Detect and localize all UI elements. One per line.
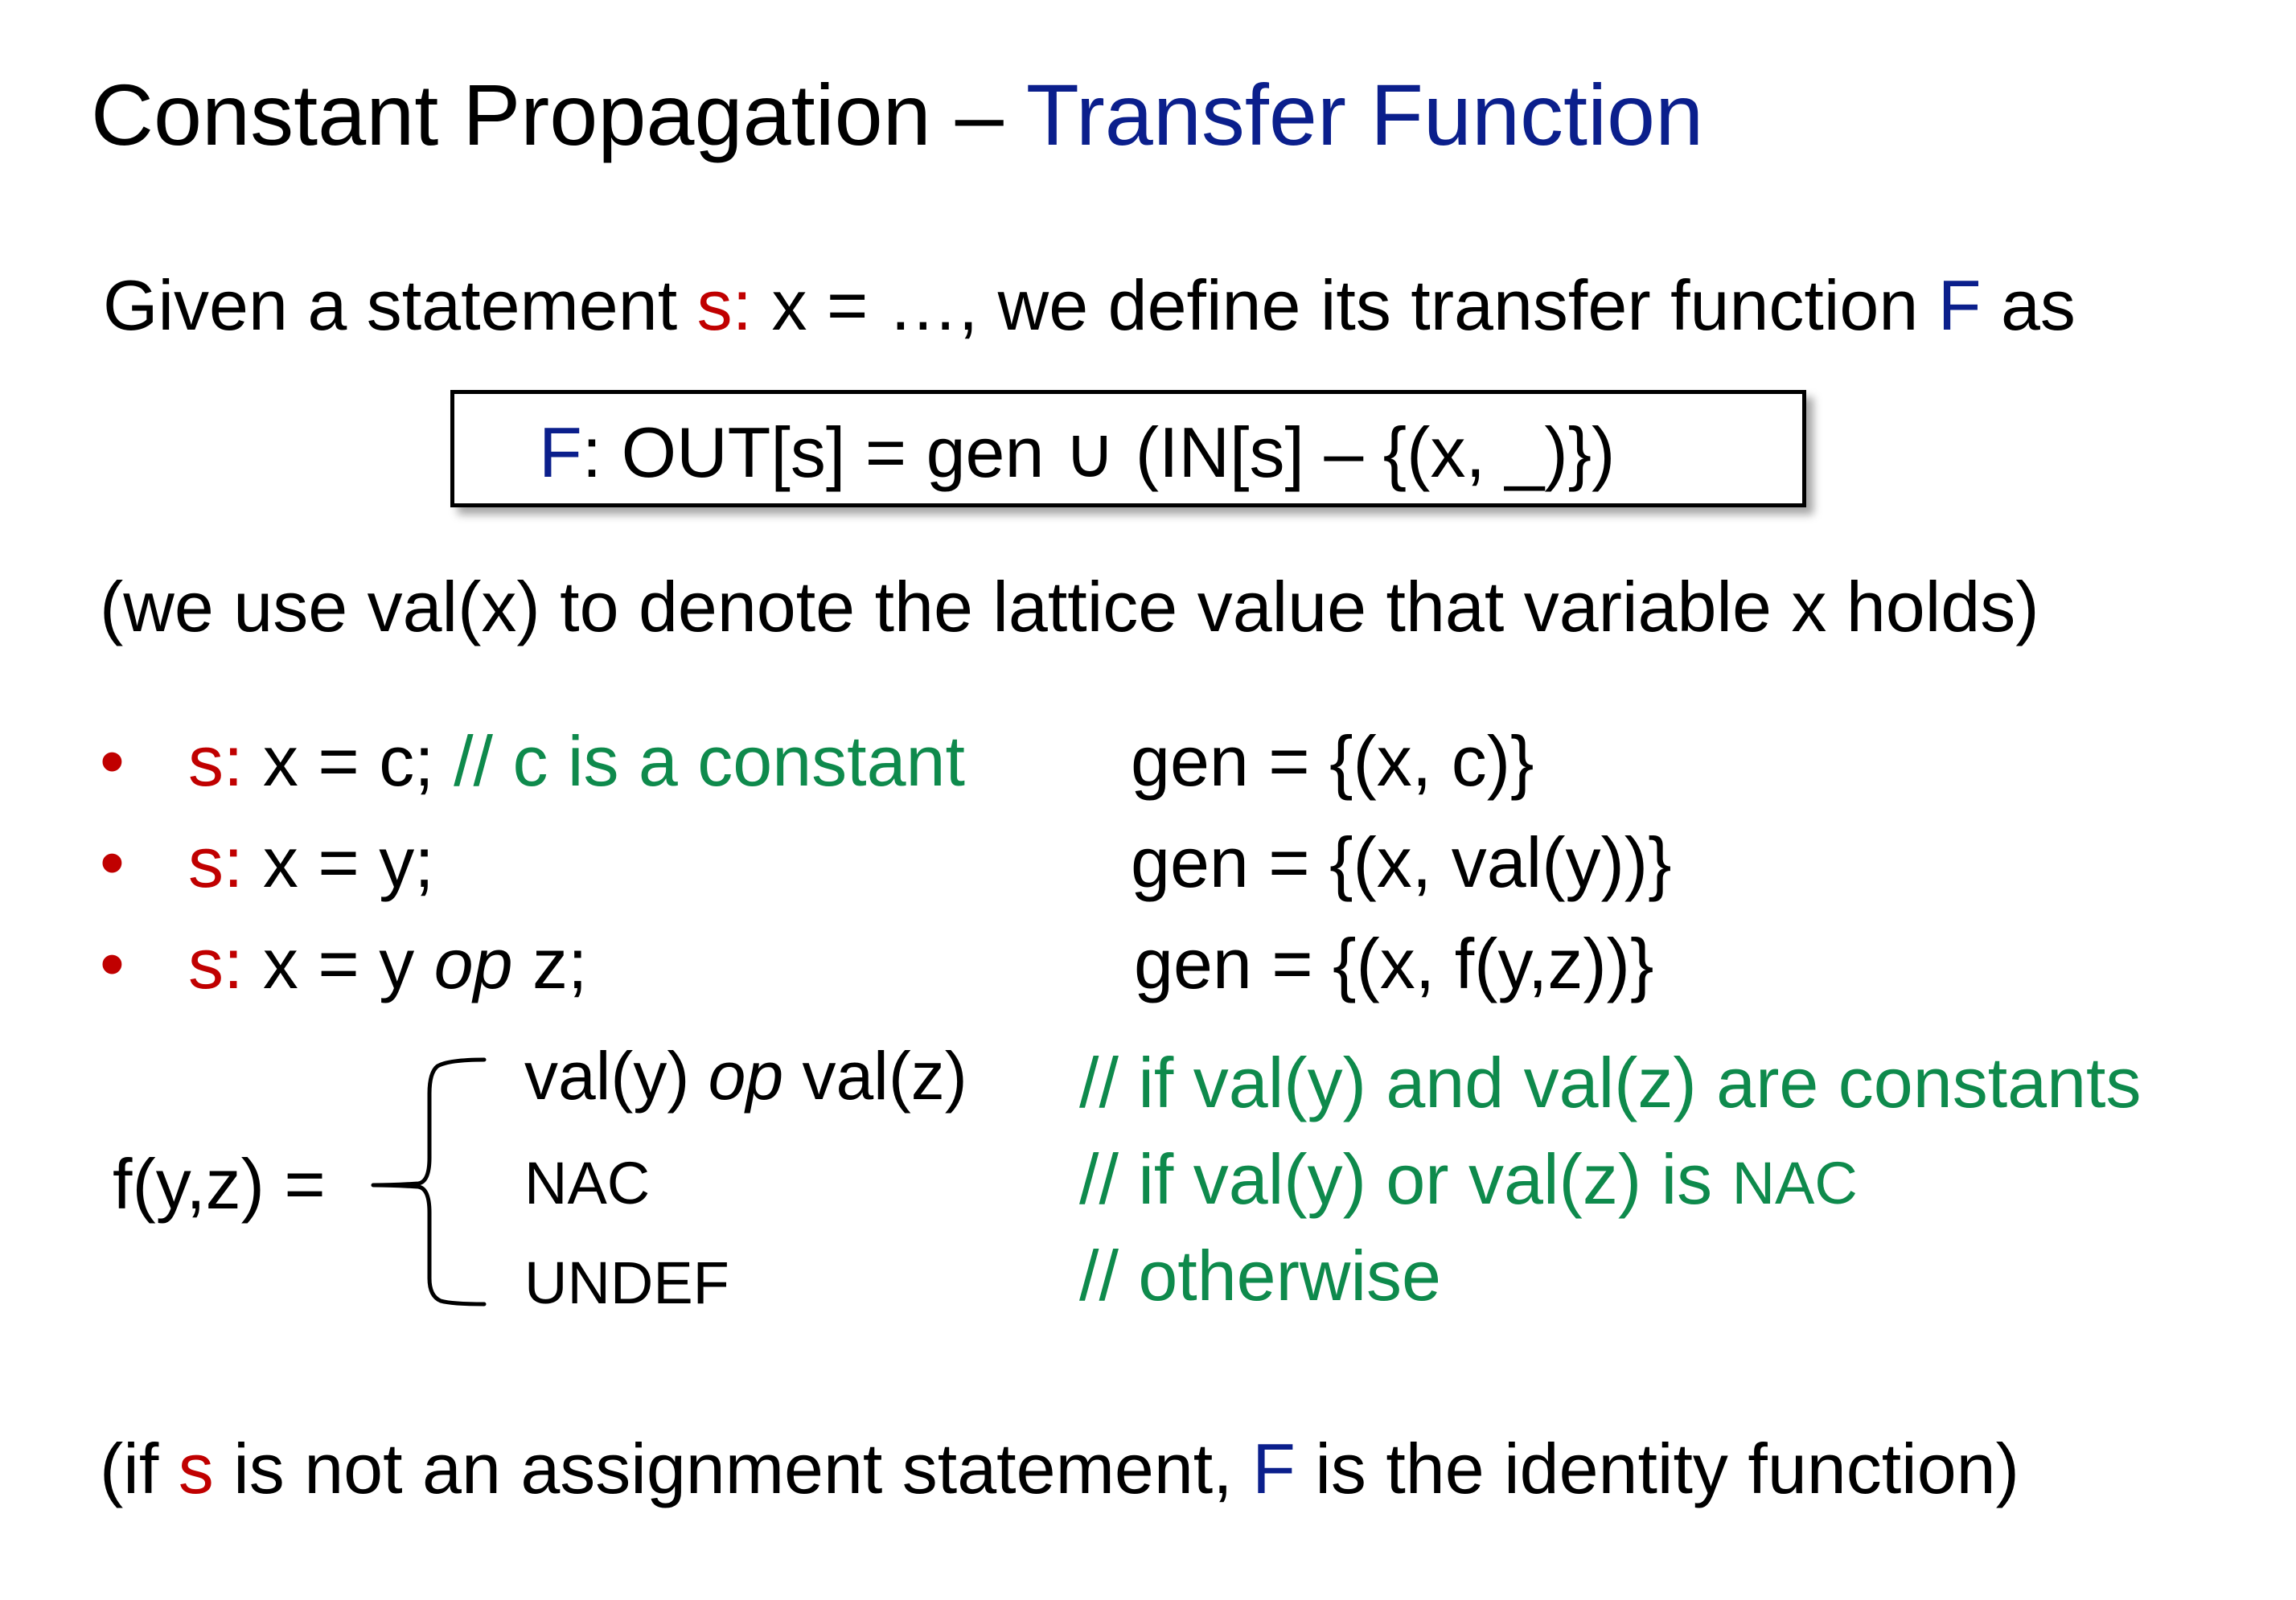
formula-text: [539, 408, 1615, 497]
stmt-s-label: s:: [188, 823, 244, 902]
intro-text2: x = …, we define its transfer function: [752, 265, 1938, 345]
left-brace-icon: [370, 1045, 491, 1311]
bullet-item-binop: [100, 920, 2191, 1008]
case-comment-nac-label: NAC: [1731, 1150, 1858, 1216]
formula-f-label: F: [539, 412, 582, 492]
stmt-text: x = y;: [243, 823, 434, 902]
bullet-dot: •: [100, 823, 125, 902]
case-value-undef: UNDEF: [524, 1249, 729, 1316]
case-val-pre: val(y): [524, 1038, 709, 1114]
footer-note: [100, 1425, 2019, 1513]
footer-text3: is the identity function): [1295, 1429, 2019, 1508]
title-part2: Transfer Function: [1025, 66, 1704, 163]
lattice-note: (we use val(x) to denote the lattice value that variable x holds): [100, 567, 2039, 646]
footer-text2: is not an assignment statement,: [213, 1429, 1253, 1508]
case-val-post: val(z): [783, 1038, 967, 1114]
stmt-s-label: s:: [188, 721, 244, 801]
bullet-dot: •: [100, 924, 125, 1003]
intro-f-label: F: [1937, 265, 1982, 345]
intro-line: [103, 261, 2076, 350]
intro-text3: as: [1981, 265, 2076, 345]
intro-s-label: s:: [696, 265, 753, 345]
footer-f-label: F: [1252, 1429, 1296, 1508]
footer-text1: (if: [100, 1429, 179, 1508]
bullet-item-const: [100, 717, 2191, 806]
case-val-op: op: [708, 1038, 784, 1114]
stmt-text-pre: x = y: [243, 924, 434, 1003]
title-part1: Constant Propagation –: [91, 66, 1026, 163]
case-comment-constants: // if val(y) and val(z) are constants: [1079, 1043, 2142, 1122]
stmt-text: x = c;: [243, 721, 454, 801]
bullet-dot: •: [100, 721, 125, 801]
slide-title: [91, 63, 1703, 167]
formula-rest: : OUT[s] = gen ∪ (IN[s] – {(x, _)}): [581, 412, 1616, 492]
bullet-item-copy: [100, 818, 2191, 907]
stmt-op: op: [433, 924, 513, 1003]
stmt-text-post: z;: [512, 924, 588, 1003]
footer-s-label: s: [178, 1429, 214, 1508]
stmt-s-label: s:: [188, 924, 244, 1003]
case-comment-nac: [1079, 1135, 1858, 1228]
case-value-nac: NAC: [524, 1150, 651, 1216]
bullet-statement: [188, 717, 965, 806]
gen-value: gen = {(x, c)}: [1131, 721, 1534, 801]
bullet-statement: [188, 818, 434, 907]
bullet-statement: [188, 920, 587, 1008]
case-value-op: [524, 1034, 967, 1118]
case-comment-nac-pre: // if val(y) or val(z) is: [1079, 1139, 1732, 1219]
case-comment-otherwise: // otherwise: [1079, 1236, 1441, 1315]
stmt-comment: // c is a constant: [454, 721, 965, 801]
fdef-lhs: f(y,z) =: [113, 1144, 326, 1224]
intro-text1: Given a statement: [103, 265, 697, 345]
gen-value: gen = {(x, f(y,z))}: [1134, 924, 1654, 1003]
gen-value: gen = {(x, val(y))}: [1131, 823, 1672, 902]
